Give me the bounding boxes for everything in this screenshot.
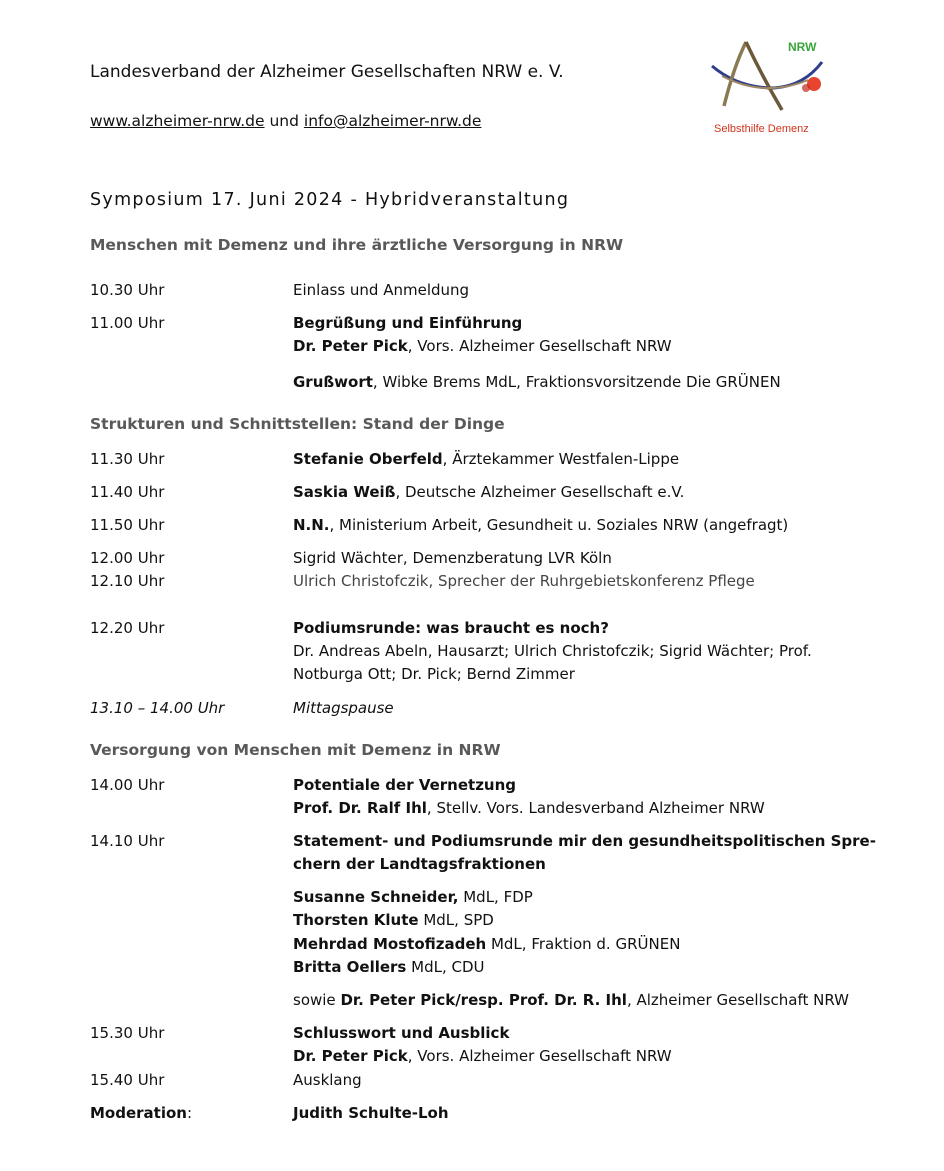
website-link[interactable]: www.alzheimer-nrw.de [90,112,265,130]
time-1200: 12.00 Uhr [90,549,165,567]
speaker-name: Dr. Peter Pick [293,1047,408,1065]
item-ausklang: Ausklang [293,1071,362,1089]
item-vernetzung-speaker [293,799,765,817]
symposium-title: Symposium 17. Juni 2024 - Hybridveranstaltung [90,190,570,210]
panel-name: Britta Oellers [293,958,407,976]
connector-text: und [269,112,299,130]
organization-name: Landesverband der Alzheimer Gesellschaften NRW e. V. [90,62,564,82]
time-1150: 11.50 Uhr [90,516,165,534]
item-waechter: Sigrid Wächter, Demenzberatung LVR Köln [293,549,612,567]
speaker-name: N.N. [293,516,330,534]
item-title: chern der Landtagsfraktionen [293,855,546,873]
item-begruessung-speaker [293,337,672,355]
item-schlusswort [293,1024,509,1042]
logo [704,36,840,140]
item-title: Statement- und Podiumsrunde mir den gesundheitspolitischen Spre- [293,832,876,850]
time-1130: 11.30 Uhr [90,450,165,468]
panel-member [293,935,680,953]
moderator-name: Judith Schulte-Loh [293,1104,449,1122]
panel-name: Susanne Schneider, [293,888,459,906]
sowie-names: Dr. Peter Pick/resp. Prof. Dr. R. Ihl [340,991,627,1009]
speaker-org: , Ministerium Arbeit, Gesundheit u. Soziales NRW (angefragt) [329,516,789,534]
moderator [293,1104,449,1122]
time-lunch: 13.10 – 14.00 Uhr [90,699,225,717]
logo-mark-icon [704,36,840,140]
speaker-name: Dr. Peter Pick [293,337,408,355]
item-schlusswort-speaker [293,1047,672,1065]
sowie-suffix: , Alzheimer Gesellschaft NRW [626,991,849,1009]
panel-member [293,888,533,906]
section-heading-3: Versorgung von Menschen mit Demenz in NRW [90,741,501,759]
speaker-name: Prof. Dr. Ralf Ihl [293,799,427,817]
item-mittagspause: Mittagspause [293,699,394,717]
item-title: Potentiale der Vernetzung [293,776,517,794]
speaker-name: Stefanie Oberfeld [293,450,443,468]
item-podium-line-2: Notburga Ott; Dr. Pick; Bernd Zimmer [293,665,575,683]
panel-detail: MdL, SPD [418,911,494,929]
item-oberfeld [293,450,679,468]
item-title: Schlusswort und Ausblick [293,1024,510,1042]
speaker-role: , Stellv. Vors. Landesverband Alzheimer NRW [426,799,765,817]
item-begruessung [293,314,522,332]
time-1530: 15.30 Uhr [90,1024,165,1042]
moderation-label [90,1104,192,1122]
contact-links [90,112,481,130]
panel-member [293,958,485,976]
item-statement-line-2 [293,855,546,873]
time-1220: 12.20 Uhr [90,619,165,637]
item-christofczik: Ulrich Christofczik, Sprecher der Ruhrgebietskonferenz Pflege [293,572,755,590]
item-einlass: Einlass und Anmeldung [293,281,470,299]
item-nn [293,516,788,534]
panel-detail: MdL, CDU [406,958,485,976]
moderation-colon: : [186,1104,193,1122]
item-podiumsrunde [293,619,609,637]
item-grusswort [293,373,781,391]
time-1540: 15.40 Uhr [90,1071,165,1089]
item-title: Podiumsrunde: was braucht es noch? [293,619,609,637]
item-sowie [293,991,849,1009]
section-heading-1: Menschen mit Demenz und ihre ärztliche Versorgung in NRW [90,236,624,254]
item-title: Begrüßung und Einführung [293,314,523,332]
time-1410: 14.10 Uhr [90,832,165,850]
speaker-org: , Ärztekammer Westfalen-Lippe [442,450,680,468]
speaker-org: , Deutsche Alzheimer Gesellschaft e.V. [395,483,685,501]
item-detail: , Wibke Brems MdL, Fraktionsvorsitzende Die GRÜNEN [372,373,781,391]
email-link[interactable]: info@alzheimer-nrw.de [303,112,482,130]
time-1140: 11.40 Uhr [90,483,165,501]
section-heading-2: Strukturen und Schnittstellen: Stand der Dinge [90,415,505,433]
panel-name: Thorsten Klute [293,911,419,929]
panel-member [293,911,494,929]
item-title: Grußwort [293,373,373,391]
speaker-role: , Vors. Alzheimer Gesellschaft NRW [407,1047,672,1065]
moderation-label-text: Moderation [90,1104,187,1122]
logo-badge: NRW [788,40,817,54]
panel-detail: MdL, FDP [458,888,533,906]
speaker-name: Saskia Weiß [293,483,396,501]
time-1030: 10.30 Uhr [90,281,165,299]
logo-caption: Selbsthilfe Demenz [714,123,809,135]
item-vernetzung [293,776,516,794]
time-1100: 11.00 Uhr [90,314,165,332]
time-1210: 12.10 Uhr [90,572,165,590]
panel-detail: MdL, Fraktion d. GRÜNEN [486,935,681,953]
item-statement-line-1 [293,832,876,850]
item-podium-line-1: Dr. Andreas Abeln, Hausarzt; Ulrich Christofczik; Sigrid Wächter; Prof. [293,642,812,660]
panel-name: Mehrdad Mostofizadeh [293,935,487,953]
sowie-prefix: sowie [293,991,341,1009]
speaker-role: , Vors. Alzheimer Gesellschaft NRW [407,337,672,355]
item-weiss [293,483,684,501]
time-1400: 14.00 Uhr [90,776,165,794]
